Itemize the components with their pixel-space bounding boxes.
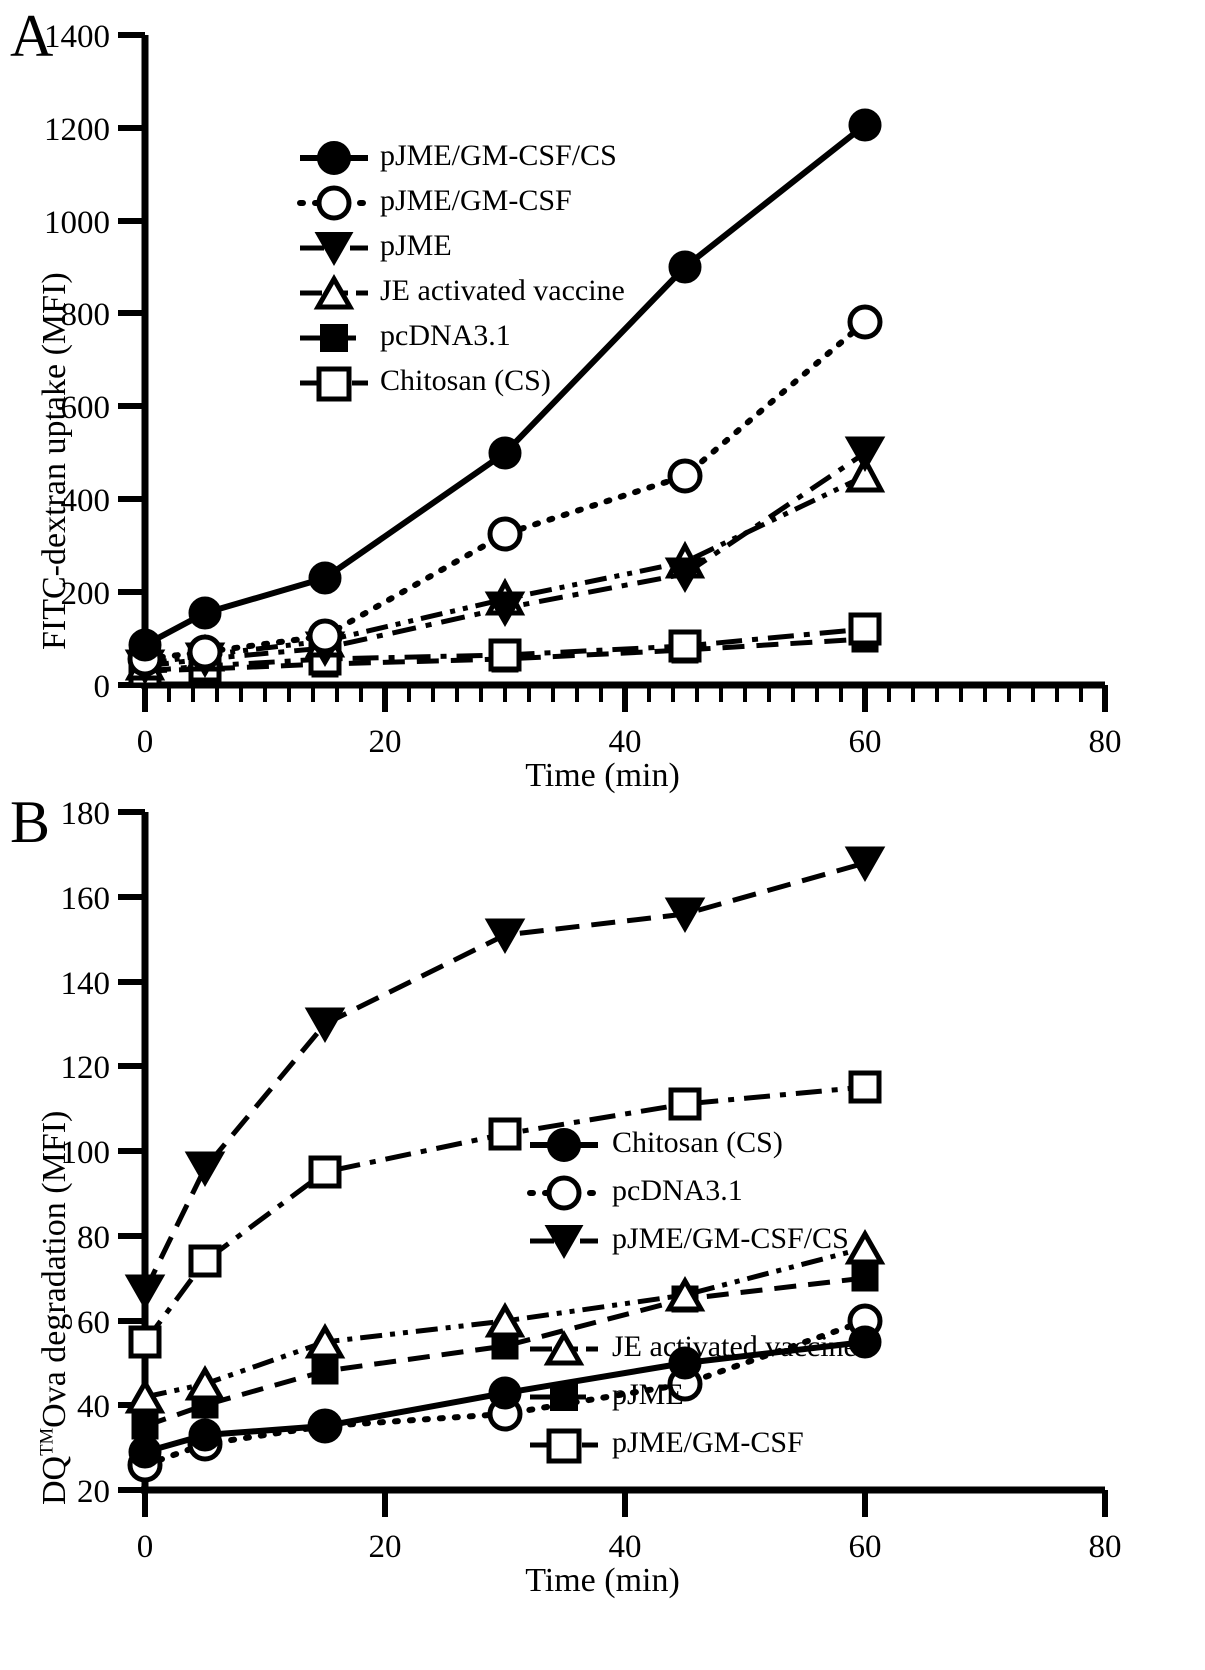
svg-text:100: 100 [60, 1135, 110, 1171]
svg-text:120: 120 [60, 1050, 110, 1086]
svg-text:180: 180 [60, 800, 110, 832]
svg-text:200: 200 [60, 576, 110, 612]
svg-text:0: 0 [136, 724, 154, 760]
svg-text:1200: 1200 [44, 112, 110, 148]
svg-text:40: 40 [608, 1529, 642, 1565]
panel-b-legend-item-4: pJME [612, 1378, 684, 1411]
panel-a-legend-item-2: pJME [380, 229, 452, 262]
svg-text:400: 400 [60, 483, 110, 519]
panel-b-legend-item-2: pJME/GM-CSF/CS [612, 1222, 849, 1255]
panel-a-plot [0, 0, 1205, 780]
svg-text:80: 80 [1088, 724, 1122, 760]
panel-b-legend-item-1: pcDNA3.1 [612, 1174, 743, 1207]
panel-a-legend-item-4: pcDNA3.1 [380, 319, 511, 352]
panel-b-y-axis-label: DQ™Ova degradation (MFI) [36, 1110, 73, 1505]
panel-b-legend-item-3: JE activated vaccine [612, 1330, 857, 1363]
panel-b-letter: B [10, 789, 51, 855]
panel-a-legend-item-1: pJME/GM-CSF [380, 184, 572, 217]
svg-text:20: 20 [368, 724, 402, 760]
svg-text:1400: 1400 [44, 19, 110, 55]
panel-b [0, 789, 1205, 1670]
panel-a-legend-item-5: Chitosan (CS) [380, 364, 551, 397]
svg-text:0: 0 [93, 669, 110, 705]
svg-text:20: 20 [368, 1529, 402, 1565]
svg-text:60: 60 [848, 724, 882, 760]
svg-text:0: 0 [136, 1529, 154, 1565]
panel-a-legend-item-3: JE activated vaccine [380, 274, 625, 307]
panel-a-x-axis-label: Time (min) [525, 757, 680, 794]
svg-text:60: 60 [77, 1305, 110, 1341]
svg-text:600: 600 [60, 390, 110, 426]
panel-a-letter: A [10, 3, 54, 69]
panel-a-y-axis-label: FITC-dextran uptake (MFI) [36, 272, 73, 650]
svg-text:40: 40 [608, 724, 642, 760]
svg-text:40: 40 [77, 1389, 110, 1425]
panel-b-plot [0, 800, 1205, 1650]
svg-text:80: 80 [1088, 1529, 1122, 1565]
svg-text:80: 80 [77, 1220, 110, 1256]
panel-b-x-axis-label: Time (min) [525, 1562, 680, 1599]
svg-text:160: 160 [60, 881, 110, 917]
svg-text:1000: 1000 [44, 205, 110, 241]
panel-a [0, 0, 1205, 800]
panel-a-legend-item-0: pJME/GM-CSF/CS [380, 139, 617, 172]
svg-text:800: 800 [60, 297, 110, 333]
panel-b-legend [530, 1130, 598, 1461]
panel-a-legend [300, 143, 368, 399]
svg-text:20: 20 [77, 1474, 110, 1510]
panel-b-legend-item-5: pJME/GM-CSF [612, 1426, 804, 1459]
svg-text:60: 60 [848, 1529, 882, 1565]
svg-text:140: 140 [60, 966, 110, 1002]
panel-b-legend-item-0: Chitosan (CS) [612, 1126, 783, 1159]
